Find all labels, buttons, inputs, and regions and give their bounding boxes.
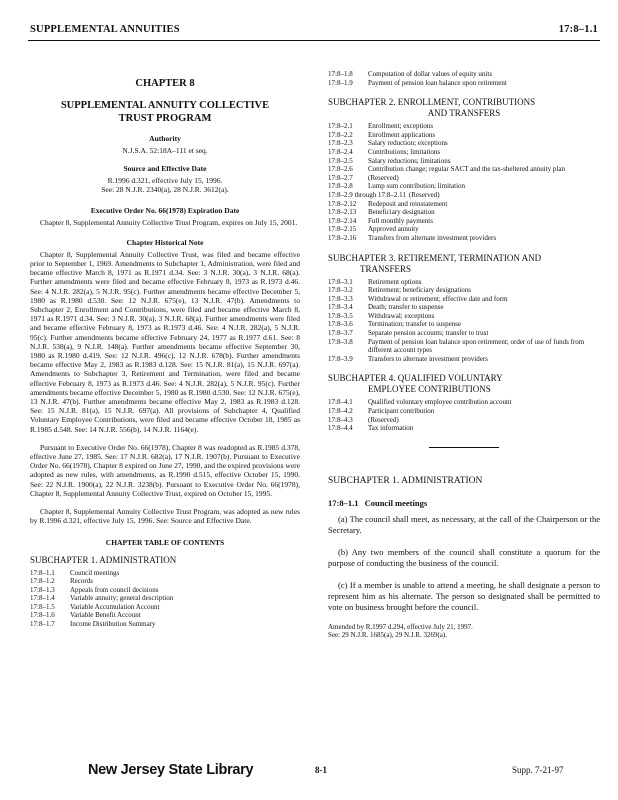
toc-subchapter4-title xyxy=(328,373,600,395)
toc-item-number: 17:8–1.8 xyxy=(328,70,353,78)
toc-item-title: Separate pension accounts; transfer to trust xyxy=(368,329,489,338)
toc-item xyxy=(328,208,600,217)
toc-item xyxy=(30,569,300,578)
historical-note-para3: Chapter 8, Supplemental Annuity Collective Trust Program, was adopted as new rules by R.1996 d.321, effective July 15, 1996. See: Source and Effective Date. xyxy=(30,507,300,526)
toc-heading: CHAPTER TABLE OF CONTENTS xyxy=(105,537,225,547)
rule-paragraph-a: (a) The council shall meet, as necessary, at the call of the Chairperson or the Secretary. xyxy=(328,513,600,535)
toc-item-title: Transfers to alternate investment providers xyxy=(368,354,488,363)
toc-item-number: 17:8–3.4 xyxy=(328,303,353,312)
toc-subchapter3-list xyxy=(328,278,600,364)
running-header xyxy=(30,24,598,35)
historical-note-para2: Pursuant to Executive Order No. 66(1978), Chapter 8 was readopted as R.1985 d.378, effective June 27, 1985. See: 17 N.J.R. 682(a), 17 N.J.R. 1907(b). Pursuant to Executive Order No. 66(1978), Chapter 8 expired on June 27, 1990, and the expired provisions were adopted as new rules, with amendments, as R.1990 d.515, effective October 15, 1990. See: 22 N.J.R. 1900(a), 22 N.J.R. 3238(b). Pursuant to Executive Order No. 66(1978), Chapter 8, Supplemental Annuity Collective Trust, expired on October 15, 1995. xyxy=(30,442,300,498)
toc-subchapter4-title-line1: SUBCHAPTER 4. QUALIFIED VOLUNTARY xyxy=(328,373,503,384)
executive-order-text: Chapter 8, Supplemental Annuity Collective Trust Program, expires on July 15, 2001. xyxy=(40,217,298,227)
toc-item xyxy=(30,603,300,612)
toc-item-number: 17:8–3.2 xyxy=(328,286,353,295)
source-line2: See: 28 N.J.R. 2340(a), 28 N.J.R. 3612(a). xyxy=(101,185,229,195)
toc-item-number: 17:8–4.3 xyxy=(328,415,353,424)
toc-item-title: Qualified voluntary employee contribution account xyxy=(368,398,512,407)
toc-item-number: 17:8–1.5 xyxy=(30,602,55,611)
toc-item-number: 17:8–2.3 xyxy=(328,139,353,148)
toc-item-number: 17:8–2.1 xyxy=(328,122,353,131)
authority-text: N.J.S.A. 52:18A–111 et seq. xyxy=(122,146,208,155)
toc-subchapter4-title-line2: EMPLOYEE CONTRIBUTIONS xyxy=(368,384,491,395)
toc-item xyxy=(30,620,300,629)
toc-item-title: Enrollment; exceptions xyxy=(368,122,434,131)
toc-item-title: Participant contribution xyxy=(368,407,435,416)
toc-item xyxy=(328,329,600,338)
toc-item-number: 17:8–1.7 xyxy=(30,620,55,629)
supplement-date: Supp. 7-21-97 xyxy=(512,765,564,775)
toc-item-title: Salary reductions; limitations xyxy=(368,156,451,165)
toc-item xyxy=(328,320,600,329)
toc-item-title: Beneficiary designation xyxy=(368,208,435,217)
toc-item-title: Redeposit and reinstatement xyxy=(368,199,448,208)
toc-item xyxy=(328,407,600,416)
toc-item-number: 17:8–2.15 xyxy=(328,225,357,234)
toc-item-number: 17:8–1.6 xyxy=(30,611,55,620)
toc-subchapter4-list xyxy=(328,398,600,432)
toc-item xyxy=(328,139,600,148)
chapter-title-line2: TRUST PROGRAM xyxy=(118,113,212,124)
toc-item-number: 17:8–4.1 xyxy=(328,398,353,407)
toc-item-number: 17:8–4.2 xyxy=(328,407,353,416)
amendment-line1: Amended by R.1997 d.294, effective July 21, 1997. xyxy=(328,622,473,631)
toc-item xyxy=(328,148,600,157)
toc-item-title: (Reserved) xyxy=(368,415,399,424)
rule-paragraph-b: (b) Any two members of the council shall constitute a quorum for the purpose of conducting the business of the council. xyxy=(328,546,600,568)
header-rule xyxy=(28,40,600,41)
toc-item-number: 17:8–3.9 xyxy=(328,354,353,363)
header-section-number: 17:8–1.1 xyxy=(558,24,598,35)
toc-item xyxy=(30,594,300,603)
authority-heading: Authority xyxy=(149,134,181,143)
toc-item-title: Tax information xyxy=(368,424,414,433)
toc-item-number: 17:8–2.4 xyxy=(328,147,353,156)
toc-item-title: Retirement; beneficiary designations xyxy=(368,286,472,295)
toc-item-title: Full monthly payments xyxy=(368,216,433,225)
toc-item xyxy=(30,611,300,620)
toc-item xyxy=(328,234,600,243)
toc-item-title: Enrollment applications xyxy=(368,130,436,139)
toc-item xyxy=(328,174,600,183)
toc-item-title: Death; transfer to suspense xyxy=(368,303,444,312)
toc-item xyxy=(328,70,600,79)
toc-item xyxy=(328,312,600,321)
toc-item-number: 17:8–1.4 xyxy=(30,594,55,603)
toc-item xyxy=(328,398,600,407)
rule-paragraph-c: (c) If a member is unable to attend a meeting, he shall designate a person to represent him as his alternate. The person so designated shall be permitted to vote on business brought before the council. xyxy=(328,579,600,612)
toc-item-title: Payment of pension loan balance upon retirement; order of use of funds from different account types xyxy=(368,337,585,355)
toc-item xyxy=(328,295,600,304)
header-title: SUPPLEMENTAL ANNUITIES xyxy=(30,24,180,35)
toc-item xyxy=(328,191,600,200)
toc-item-number: 17:8–2.13 xyxy=(328,208,357,217)
toc-item xyxy=(328,131,600,140)
toc-subchapter1-title: SUBCHAPTER 1. ADMINISTRATION xyxy=(30,554,177,565)
toc-item-title: Payment of pension loan balance upon retirement xyxy=(368,78,507,87)
toc-item xyxy=(328,225,600,234)
toc-item xyxy=(30,586,300,595)
toc-item-title: Appeals from council decisions xyxy=(70,585,159,594)
toc-item xyxy=(328,278,600,287)
toc-item-number: 17:8–1.2 xyxy=(30,577,55,586)
toc-item xyxy=(328,286,600,295)
toc-item xyxy=(328,79,600,88)
rule-heading xyxy=(328,498,600,508)
toc-item-number: 17:8–2.16 xyxy=(328,233,357,242)
chapter-title xyxy=(30,99,300,125)
toc-item-title: Records xyxy=(70,577,93,586)
toc-item-number: 17:8–4.4 xyxy=(328,424,353,433)
toc-item xyxy=(328,122,600,131)
section-divider xyxy=(429,447,499,448)
amendment-note xyxy=(328,623,600,640)
toc-item-title: Council meetings xyxy=(70,568,120,577)
toc-item-title: Termination; transfer to suspense xyxy=(368,320,462,329)
toc-item xyxy=(328,338,600,355)
toc-item-number: 17:8–3.5 xyxy=(328,311,353,320)
toc-item-number: 17:8–1.3 xyxy=(30,585,55,594)
rule-number: 17:8–1.1 xyxy=(328,497,359,508)
toc-item-title: Income Distribution Summary xyxy=(70,620,156,629)
toc-item-number: 17:8–3.6 xyxy=(328,320,353,329)
toc-item xyxy=(328,355,600,364)
toc-item-title: Contribution change; regular SACT and the tax-sheltered annuity plan xyxy=(368,165,565,174)
toc-item-number: 17:8–3.1 xyxy=(328,277,353,286)
toc-item-title: Withdrawal or retirement; effective date and form xyxy=(368,294,508,303)
toc-item-title: Variable Accumulation Account xyxy=(70,602,160,611)
toc-item-title: Approved annuity xyxy=(368,225,419,234)
toc-item-number: 17:8–3.3 xyxy=(328,294,353,303)
toc-item-number: 17:8–2.5 xyxy=(328,156,353,165)
toc-item-title: Computation of dollar values of equity units xyxy=(368,70,493,78)
chapter-number: CHAPTER 8 xyxy=(135,78,195,89)
right-column xyxy=(328,70,600,640)
toc-item-number: 17:8–1.9 xyxy=(328,78,353,87)
toc-item-number: 17:8–3.8 xyxy=(328,337,353,346)
toc-item-title: Withdrawal; exceptions xyxy=(368,311,435,320)
amendment-line2: See: 29 N.J.R. 1685(a), 29 N.J.R. 3269(a). xyxy=(328,631,447,640)
toc-item-title: Contributions; limitations xyxy=(368,147,441,156)
left-column xyxy=(30,72,300,629)
toc-item xyxy=(328,165,600,174)
library-stamp: New Jersey State Library xyxy=(88,762,254,778)
executive-order-heading: Executive Order No. 66(1978) Expiration Date xyxy=(90,205,240,215)
toc-item-number: 17:8–2.12 xyxy=(328,199,357,208)
toc-subchapter1-continued xyxy=(328,70,600,87)
toc-item xyxy=(30,577,300,586)
toc-item-title: Salary reduction; exceptions xyxy=(368,139,448,148)
historical-note-heading: Chapter Historical Note xyxy=(126,237,204,247)
toc-item-number: 17:8–2.14 xyxy=(328,216,357,225)
toc-item-title: Transfers from alternate investment providers xyxy=(368,233,497,242)
toc-item-number: 17:8–1.1 xyxy=(30,568,55,577)
toc-subchapter3-title xyxy=(328,253,600,275)
toc-item-number: 17:8–2.9 through 17:8–2.11 xyxy=(328,190,406,199)
page-number: 8-1 xyxy=(315,765,327,775)
toc-subchapter2-title-line1: SUBCHAPTER 2. ENROLLMENT, CONTRIBUTIONS xyxy=(328,97,536,108)
toc-subchapter2-title xyxy=(328,97,600,119)
toc-item xyxy=(328,157,600,166)
toc-subchapter2-list xyxy=(328,122,600,242)
toc-item-title: (Reserved) xyxy=(408,190,440,199)
source-line1: R.1996 d.321, effective July 15, 1996. xyxy=(107,176,223,186)
subchapter1-heading: SUBCHAPTER 1. ADMINISTRATION xyxy=(328,475,483,486)
toc-item-number: 17:8–2.2 xyxy=(328,130,353,139)
toc-item-number: 17:8–2.7 xyxy=(328,173,353,182)
rule-title: Council meetings xyxy=(364,497,428,508)
chapter-title-line1: SUPPLEMENTAL ANNUITY COLLECTIVE xyxy=(60,100,270,111)
toc-item xyxy=(328,424,600,433)
toc-item-number: 17:8–2.6 xyxy=(328,165,353,174)
toc-subchapter3-title-line1: SUBCHAPTER 3. RETIREMENT, TERMINATION AND xyxy=(328,252,542,263)
toc-item xyxy=(328,217,600,226)
toc-subchapter2-title-line2: AND TRANSFERS xyxy=(427,108,501,119)
toc-item xyxy=(328,182,600,191)
toc-item-title: Variable annuity; general description xyxy=(70,594,174,603)
toc-item xyxy=(328,200,600,209)
historical-note-para1: Chapter 8, Supplemental Annuity Collective Trust, was filed and became effective prior to September 1, 1969. Amendments to Subchapter 1, Administration, were filed and became effective March 8, 1971 as R.1971 d.34. See: 3 N.J.R. 30(a), 3 N.J.R. 68(a). Further amendments were filed and became effective February 8, 1973 as R.1973 d.46. See: 4 N.J.R. 282(a), 5 N.J.R. 95(c). Further amendments became effective December 5, 1980 as R.1980 d.530. See: 12 N.J.R. 675(e), 13 N.J.R. 47(b). Amendments to Subchapter 2, Enrollment and Contributions, were filed and became effective March 8, 1971 as R.1971 d.34. See: 3 N.J.R. 30(a), 3 N.J.R. 68(a). Further amendments were filed and became effective February 8, 1973 as R.1973 d.46. See: 4 N.J.R. 282(a), 5 N.J.R. 95(c). Further amendments became effective February 24, 1977 as R.1977 d.61. See: 8 N.J.R. 538(a), 9 N.J.R. 148(a). Further amendments became effective September 30, 1980 as R.1980 d.419. See: 12 N.J.R. 496(c), 12 N.J.R. 678(b). Further amendments became effective May 2, 1983 as R.1983 d.128. See: 15 N.J.R. 81(a), 15 N.J.R. 697(a). Amendments to Subchapter 3, Retirement and Termination, were filed and became effective February 8, 1973 as R.1973 d.46. See: 4 N.J.R. 282(a), 5 N.J.R. 95(c). Further amendments became effective December 5, 1980 as R.1980 d.530. See: 12 N.J.R. 675(e), 13 N.J.R. 47(b). Further amendments became effective May 2, 1983 as R.1983 d.128. See: 15 N.J.R. 81(a), 15 N.J.R. 697(a). All provisions of Subchapter 4, Qualified Voluntary Employee Contributions, were filed and became effective October 18, 1985 as R.1985 d.548. See: 14 N.J.R. 556(b), 14 N.J.R. 1164(e). xyxy=(30,249,300,434)
toc-item-title: Lump sum contribution; limitation xyxy=(368,182,466,191)
toc-subchapter3-title-line2: TRANSFERS xyxy=(360,263,412,274)
toc-item-number: 17:8–2.8 xyxy=(328,182,353,191)
toc-item xyxy=(328,416,600,425)
toc-item xyxy=(328,303,600,312)
toc-item-title: Retirement options xyxy=(368,277,422,286)
source-heading: Source and Effective Date xyxy=(123,164,207,174)
toc-item-title: (Reserved) xyxy=(368,173,399,182)
toc-item-number: 17:8–3.7 xyxy=(328,329,353,338)
toc-subchapter1-list xyxy=(30,569,300,629)
toc-item-title: Variable Benefit Account xyxy=(70,611,141,620)
